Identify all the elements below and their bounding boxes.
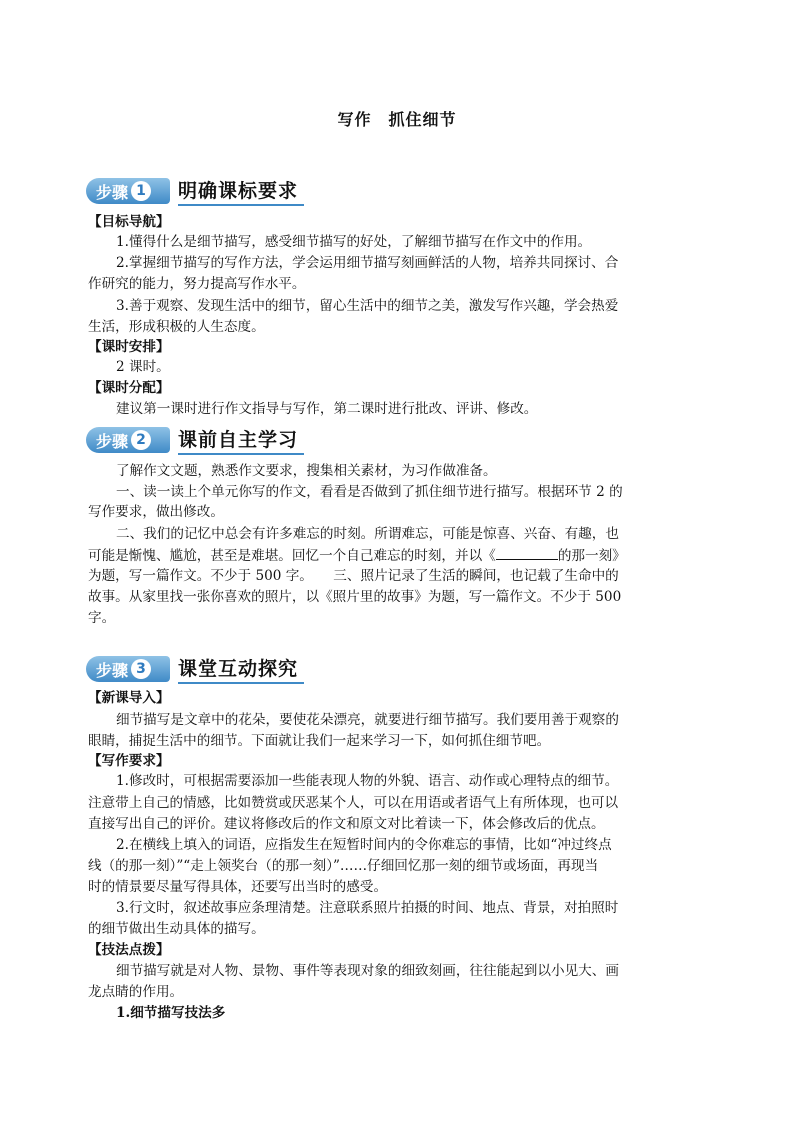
technique-subheading: 1.细节描写技法多 (116, 1005, 226, 1021)
step-3-label: 步骤 (96, 660, 129, 680)
prep-p1: 了解作文文题，熟悉作文要求，搜集相关素材，为习作做准备。 (116, 463, 497, 479)
step-1-header (86, 176, 304, 206)
technique-title: 【技法点拨】 (88, 942, 170, 958)
req-2b: 线（的那一刻）”“走上领奖台（的那一刻）”……仔细回忆那一刻的细节或场面，再现当 (88, 858, 599, 874)
step-2-heading: 课前自主学习 (178, 425, 304, 455)
goal-3b: 生活，形成积极的人生态度。 (88, 319, 265, 335)
goal-2a: 2.掌握细节描写的写作方法，学会运用细节描写刻画鲜活的人物，培养共同探讨、合 (116, 255, 619, 271)
arrangement-title: 【课时安排】 (88, 339, 170, 355)
req-1a: 1.修改时，可根据需要添加一些能表现人物的外貌、语言、动作或心理特点的细节。 (116, 773, 619, 789)
prep-p3e: 字。 (88, 610, 116, 626)
req-2a: 2.在横线上填入的词语，应指发生在短暂时间内的令你难忘的事情，比如“冲过终点 (116, 837, 612, 853)
prep-p3b-post: 的那一刻》 (557, 548, 626, 564)
step-3-badge (86, 656, 170, 682)
req-2c: 时的情景要尽量写得具体，还要写出当时的感受。 (88, 879, 388, 895)
document-title: 写作 抓住细节 (337, 110, 457, 129)
prep-p3b-pre: 可能是惭愧、尴尬，甚至是难堪。回忆一个自己难忘的时刻，并以《 (88, 548, 496, 564)
step-3-number: 3 (131, 659, 151, 679)
technique-b: 龙点睛的作用。 (88, 984, 184, 1000)
goal-2b: 作研究的能力，努力提高写作水平。 (88, 276, 306, 292)
prep-p3d: 故事。从家里找一张你喜欢的照片，以《照片里的故事》为题，写一篇作文。不少于 500 (88, 589, 622, 605)
step-1-badge (86, 178, 170, 204)
intro-title: 【新课导入】 (88, 690, 170, 706)
step-1-label: 步骤 (96, 182, 129, 202)
step-2-label: 步骤 (96, 431, 129, 451)
req-3a: 3.行文时，叙述故事应条理清楚。注意联系照片拍摄的时间、地点、背景，对拍照时 (116, 900, 619, 916)
step-2-badge (86, 427, 170, 453)
req-1c: 直接写出自己的评价。建议将修改后的作文和原文对比着读一下，体会修改后的优点。 (88, 816, 605, 832)
step-1-number: 1 (131, 181, 151, 201)
goal-3a: 3.善于观察、发现生活中的细节，留心生活中的细节之美，激发写作兴趣，学会热爱 (116, 298, 619, 314)
req-1b: 注意带上自己的情感，比如赞赏或厌恶某个人，可以在用语或者语气上有所体现，也可以 (88, 795, 619, 811)
goal-1: 1.懂得什么是细节描写，感受细节描写的好处，了解细节描写在作文中的作用。 (116, 234, 592, 250)
prep-p3a: 二、我们的记忆中总会有许多难忘的时刻。所谓难忘，可能是惊喜、兴奋、有趣，也 (116, 526, 619, 542)
step-3-header (86, 654, 304, 684)
distribution-title: 【课时分配】 (88, 380, 170, 396)
step-3-heading: 课堂互动探究 (178, 654, 304, 684)
intro-a: 细节描写是文章中的花朵，要使花朵漂亮，就要进行细节描写。我们要用善于观察的 (116, 712, 619, 728)
fill-in-blank-line (496, 545, 558, 560)
technique-a: 细节描写就是对人物、景物、事件等表现对象的细致刻画，往往能起到以小见大、画 (116, 963, 619, 979)
goal-title: 【目标导航】 (88, 214, 170, 230)
step-2-header (86, 425, 304, 455)
prep-p2a: 一、读一读上个单元你写的作文，看看是否做到了抓住细节进行描写。根据环节 2 的 (116, 484, 623, 500)
distribution-text: 建议第一课时进行作文指导与写作，第二课时进行批改、评讲、修改。 (116, 401, 538, 417)
step-1-heading: 明确课标要求 (178, 176, 304, 206)
prep-p2b: 写作要求，做出修改。 (88, 504, 224, 520)
req-3b: 的细节做出生动具体的描写。 (88, 921, 265, 937)
step-2-number: 2 (131, 430, 151, 450)
intro-b: 眼睛，捕捉生活中的细节。下面就让我们一起来学习一下，如何抓住细节吧。 (88, 733, 551, 749)
requirements-title: 【写作要求】 (88, 753, 170, 769)
prep-p3b (88, 545, 710, 566)
arrangement-text: 2 课时。 (116, 359, 170, 375)
prep-p3c: 为题，写一篇作文。不少于 500 字。 三、照片记录了生活的瞬间，也记载了生命中的 (88, 568, 619, 584)
